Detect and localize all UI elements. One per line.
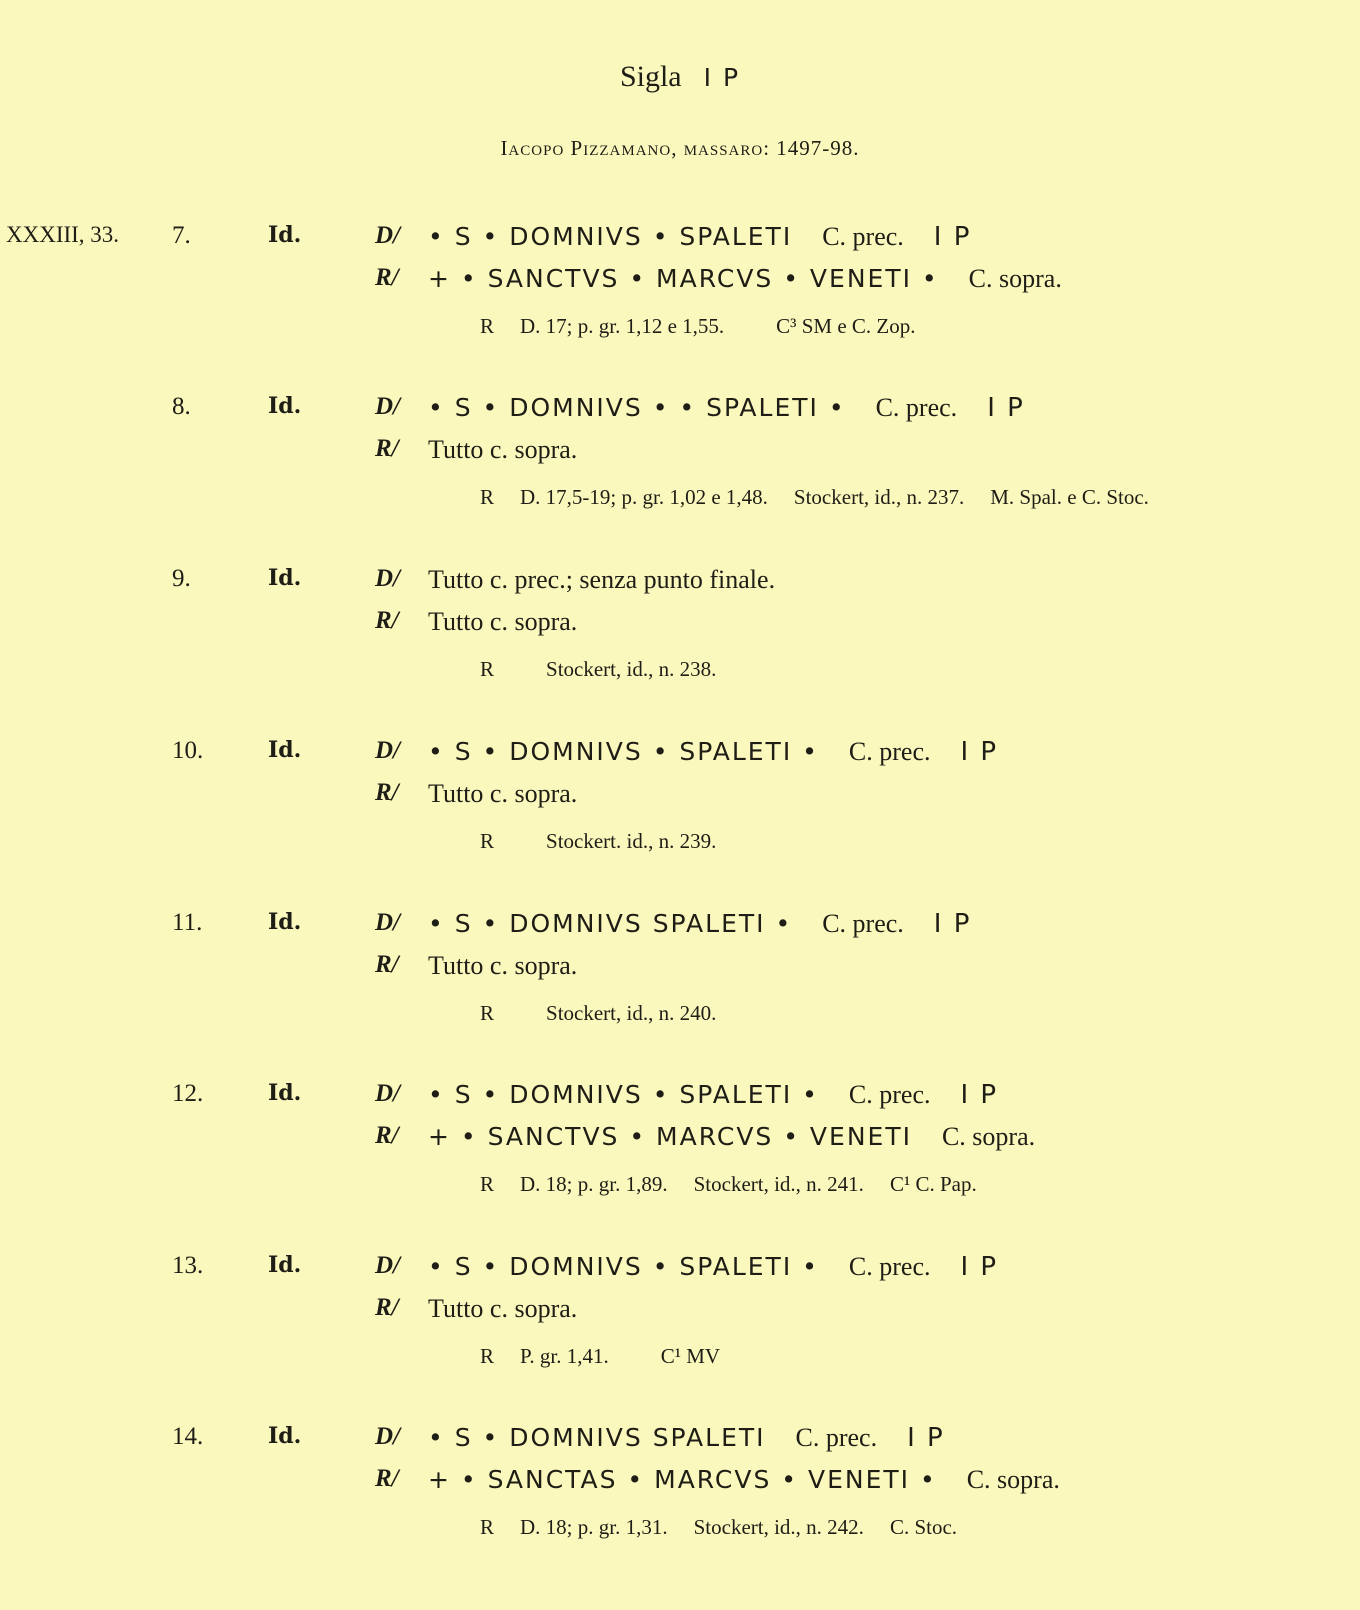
obverse-sigla: I P [960, 1252, 999, 1282]
reverse-note: C. sopra. [941, 1122, 1036, 1151]
rarity-mark: R [480, 314, 495, 338]
obverse-legend: • S • DOMNIVS • SPALETI • [428, 737, 819, 766]
dimensions-weight: D. 17,5-19; p. gr. 1,02 e 1,48. [520, 485, 768, 509]
entry-number: 7. [172, 222, 191, 249]
reverse-legend: + • SANCTVS • MARCVS • VENETI • [428, 264, 939, 293]
reverse-symbol: R/ [375, 264, 399, 291]
obverse-note: C. prec. [795, 1423, 878, 1452]
reverse-symbol: R/ [375, 1465, 399, 1492]
bibliography: Stockert, id., n. 240. [546, 1001, 717, 1025]
entry-id: Id. [268, 1423, 302, 1449]
entry-number: 12. [172, 1080, 204, 1107]
catalog-entry [0, 737, 1360, 907]
obverse-sigla: I P [960, 737, 999, 767]
obverse-symbol: D/ [375, 222, 400, 249]
reverse-note: C. sopra. [966, 1465, 1060, 1494]
rarity-mark: R [480, 485, 495, 509]
entry-id: Id. [268, 222, 302, 248]
obverse-sigla: I P [933, 222, 972, 252]
obverse-symbol: D/ [375, 1080, 400, 1107]
reverse-note: Tutto c. sopra. [428, 951, 578, 980]
catalog-entry [0, 565, 1360, 735]
obverse-sigla: I P [960, 1080, 999, 1110]
obverse-legend: • S • DOMNIVS • SPALETI [428, 222, 793, 251]
obverse-note: C. prec. [848, 1080, 931, 1109]
reverse-line [428, 1294, 577, 1324]
reverse-line [428, 951, 577, 981]
reverse-symbol: R/ [375, 779, 399, 806]
entry-id: Id. [268, 1252, 302, 1278]
obverse-note: C. prec. [875, 393, 958, 422]
obverse-legend: • S • DOMNIVS • SPALETI • [428, 1080, 819, 1109]
catalog-entry [0, 909, 1360, 1079]
bibliography: Stockert, id., n. 238. [546, 657, 717, 681]
obverse-line [428, 1423, 945, 1453]
obverse-line [428, 393, 1025, 423]
catalog-entry [0, 393, 1360, 563]
entry-number: 11. [172, 909, 203, 936]
page-subtitle: Iacopo Pizzamano, massaro: 1497-98. [500, 136, 860, 160]
obverse-symbol: D/ [375, 737, 400, 764]
reverse-symbol: R/ [375, 607, 399, 634]
obverse-symbol: D/ [375, 1252, 400, 1279]
reverse-note: Tutto c. sopra. [428, 779, 578, 808]
entry-number: 10. [172, 737, 204, 764]
rarity-mark: R [480, 1515, 495, 1539]
dimensions-weight: D. 17; p. gr. 1,12 e 1,55. [520, 314, 725, 338]
reverse-line [428, 1122, 1035, 1152]
obverse-symbol: D/ [375, 1423, 400, 1450]
obverse-sigla: I P [907, 1423, 945, 1453]
rarity-mark: R [480, 1344, 495, 1368]
obverse-line [428, 222, 971, 252]
entry-info [480, 1515, 983, 1540]
collections: C. Stoc. [889, 1515, 958, 1539]
reverse-line [428, 1465, 1060, 1495]
bibliography: Stockert, id., n. 241. [693, 1172, 864, 1196]
entry-info [480, 829, 768, 854]
reverse-symbol: R/ [375, 951, 399, 978]
entry-id: Id. [268, 565, 302, 591]
entry-info [480, 485, 1175, 510]
rarity-mark: R [480, 829, 495, 853]
obverse-note: C. prec. [848, 737, 931, 766]
reverse-legend: + • SANCTVS • MARCVS • VENETI [428, 1122, 912, 1151]
dimensions-weight: D. 18; p. gr. 1,89. [520, 1172, 668, 1196]
entry-info [480, 314, 941, 339]
rarity-mark: R [480, 1001, 495, 1025]
rarity-mark: R [480, 657, 495, 681]
dimensions-weight: P. gr. 1,41. [520, 1344, 609, 1368]
obverse-line [428, 1252, 998, 1282]
entry-info [480, 657, 768, 682]
entry-info [480, 1001, 768, 1026]
title-text: Sigla [619, 60, 682, 93]
reverse-line [428, 607, 577, 637]
reverse-line [428, 264, 1062, 294]
obverse-symbol: D/ [375, 565, 400, 592]
reverse-note: Tutto c. sopra. [428, 607, 578, 636]
collections: C¹ C. Pap. [889, 1172, 977, 1196]
collections: C³ SM e C. Zop. [776, 314, 916, 338]
obverse-sigla: I P [987, 393, 1025, 423]
obverse-note: C. prec. [848, 1252, 931, 1281]
catalog-entry [0, 1252, 1360, 1422]
catalog-entry [0, 222, 1360, 392]
bibliography: Stockert, id., n. 237. [793, 485, 965, 509]
bibliography: Stockert. id., n. 239. [546, 829, 717, 853]
catalog-entry [0, 1080, 1360, 1250]
reverse-note: C. sopra. [968, 264, 1062, 293]
rarity-mark: R [480, 1172, 495, 1196]
dimensions-weight: D. 18; p. gr. 1,31. [520, 1515, 668, 1539]
obverse-note: C. prec. [822, 909, 904, 938]
obverse-line [428, 1080, 998, 1110]
collections: M. Spal. e C. Stoc. [990, 485, 1149, 509]
collections: C¹ MV [660, 1344, 721, 1368]
entry-id: Id. [268, 737, 302, 763]
obverse-legend: • S • DOMNIVS SPALETI • [428, 909, 793, 938]
catalog-entry [0, 1423, 1360, 1593]
reverse-symbol: R/ [375, 1122, 399, 1149]
obverse-legend: • S • DOMNIVS • SPALETI • [428, 1252, 819, 1281]
page-title [0, 60, 1360, 94]
entry-id: Id. [268, 393, 302, 419]
bibliography: Stockert, id., n. 242. [693, 1515, 864, 1539]
obverse-symbol: D/ [375, 909, 400, 936]
entry-number: 8. [172, 393, 191, 420]
reverse-symbol: R/ [375, 435, 399, 462]
obverse-sigla: I P [933, 909, 972, 939]
obverse-line [428, 737, 998, 767]
entry-id: Id. [268, 909, 302, 935]
plate-reference: XXXIII, 33. [6, 222, 120, 247]
obverse-note: Tutto c. prec.; senza punto finale. [428, 565, 776, 594]
reverse-legend: + • SANCTAS • MARCVS • VENETI • [428, 1465, 937, 1494]
reverse-line [428, 779, 577, 809]
obverse-note: C. prec. [822, 222, 904, 251]
title-sigla: I P [703, 63, 741, 92]
entry-number: 13. [172, 1252, 204, 1279]
obverse-line [428, 565, 805, 595]
entry-info [480, 1172, 1003, 1197]
entry-number: 14. [172, 1423, 204, 1450]
entry-id: Id. [268, 1080, 302, 1106]
obverse-legend: • S • DOMNIVS SPALETI [428, 1423, 766, 1452]
entry-info [480, 1344, 746, 1369]
reverse-line [428, 435, 577, 465]
reverse-note: Tutto c. sopra. [428, 1294, 578, 1323]
obverse-legend: • S • DOMNIVS • • SPALETI • [428, 393, 846, 422]
reverse-symbol: R/ [375, 1294, 399, 1321]
reverse-note: Tutto c. sopra. [428, 435, 578, 464]
obverse-symbol: D/ [375, 393, 400, 420]
obverse-line [428, 909, 971, 939]
entry-number: 9. [172, 565, 191, 592]
